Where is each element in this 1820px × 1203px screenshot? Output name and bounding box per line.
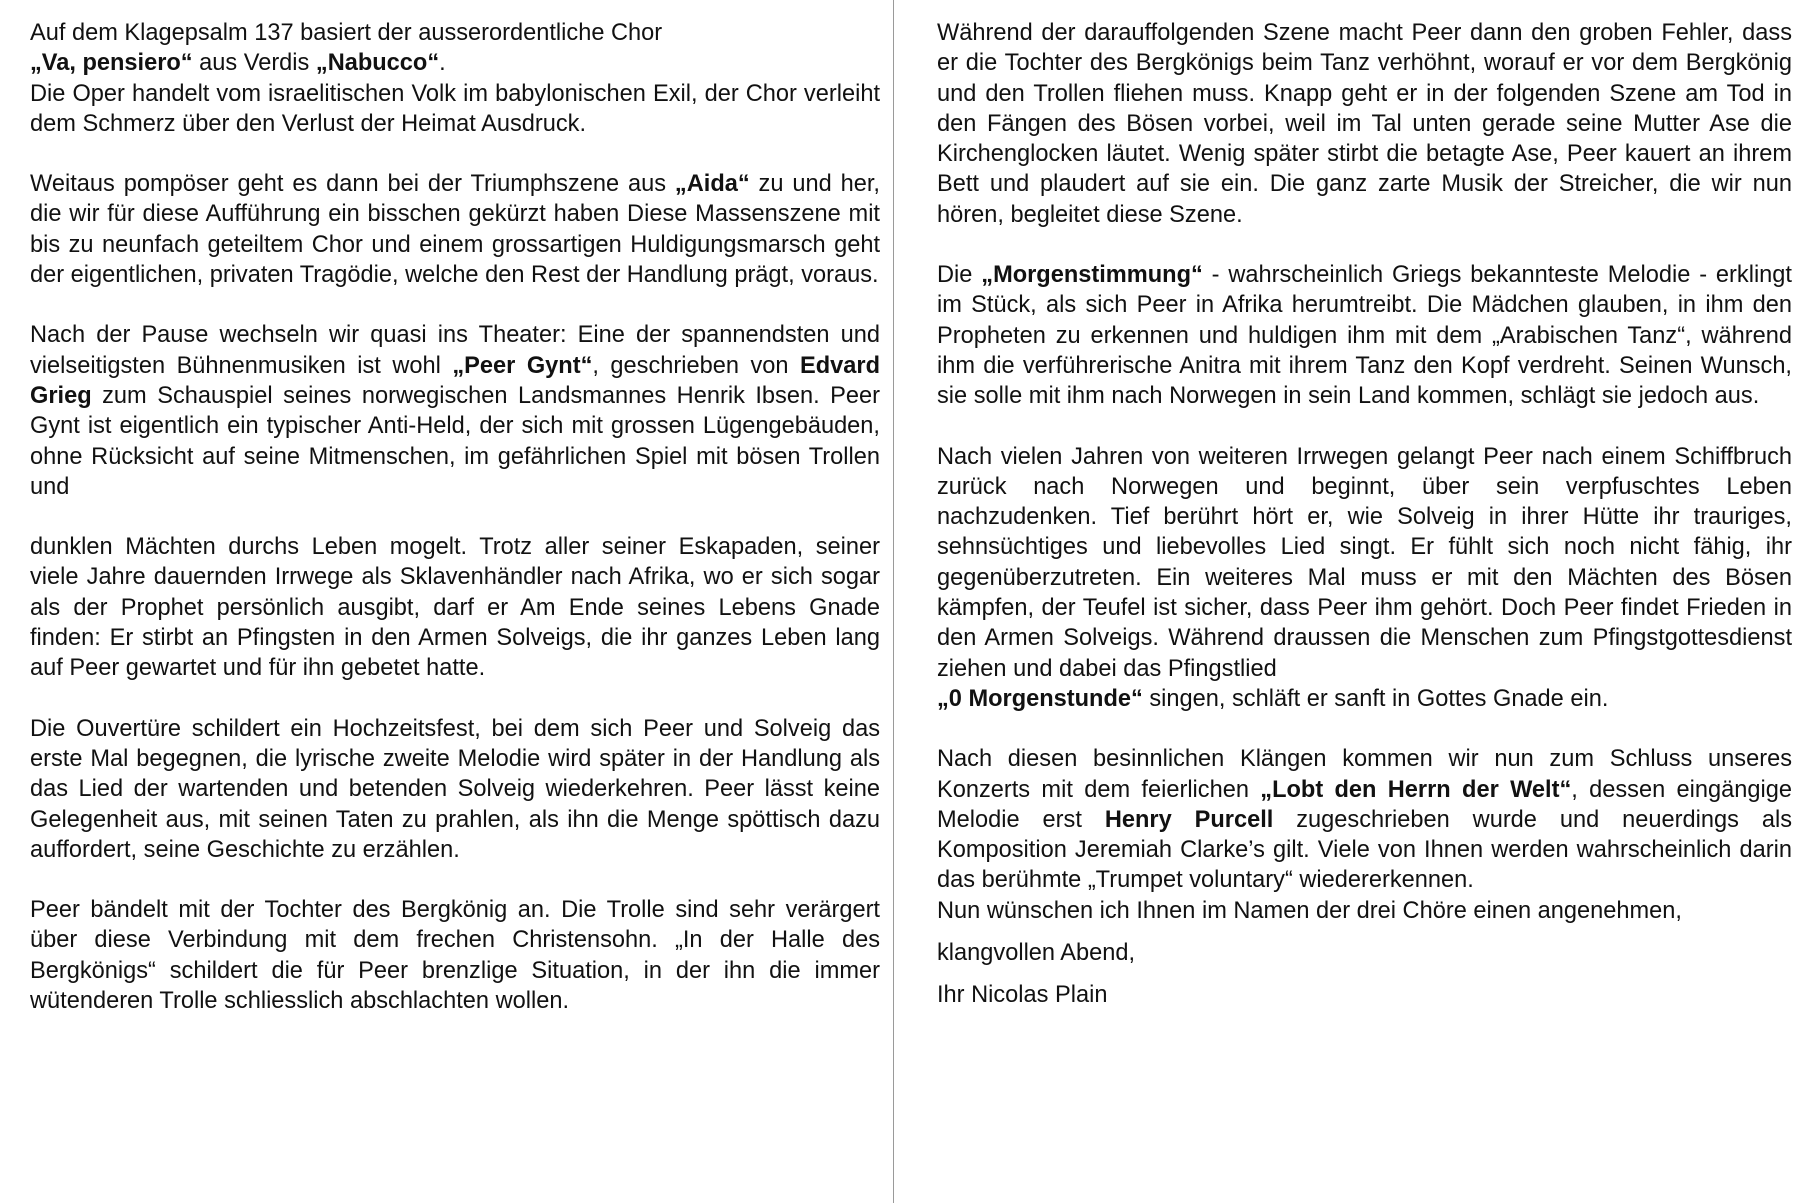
left-column bbox=[30, 18, 880, 1016]
text: Die bbox=[937, 262, 982, 289]
signature: Ihr Nicolas Plain bbox=[937, 982, 1108, 1009]
composer-name: Edvard Grieg bbox=[30, 352, 880, 409]
text: Nach diesen besinnlichen Klängen kommen wir nun zum Schluss unseres Konzerts mit dem feierlichen bbox=[937, 746, 1792, 803]
text: Weitaus pompöser geht es dann bei der Triumphszene aus bbox=[30, 171, 675, 198]
work-title: „Va, pensiero“ bbox=[30, 50, 193, 77]
text: , dessen eingängige Melodie erst bbox=[937, 776, 1792, 833]
text: zugeschrieben wurde und neuerdings als Komposition Jeremiah Clarke’s gilt. Viele von Ihnen werden wahrscheinlich darin das berühmte „Trumpet voluntary“ wiedererkennen. bbox=[937, 806, 1792, 894]
column-divider bbox=[893, 0, 894, 1203]
paragraph-peer-gynt bbox=[30, 320, 880, 502]
work-title: „Peer Gynt“ bbox=[452, 352, 593, 379]
paragraph-aida bbox=[30, 169, 880, 290]
text: aus Verdis bbox=[192, 50, 316, 77]
paragraph-return bbox=[937, 442, 1792, 715]
text: - wahrscheinlich Griegs bekannteste Melodie - erklingt im Stück, als sich Peer in Afrika herumtreibt. Die Mädchen glauben, in ihm den Propheten zu erkennen und huldigen ihm mit dem „Arabischen Tanz“, während ihm die verführerische Anitra mit ihrem Tanz den Kopf verdreht. Seinen Wunsch, sie solle mit ihm nach Norwegen in sein Land kommen, schlägt sie jedoch aus. bbox=[937, 262, 1792, 410]
paragraph-nabucco-description: Die Oper handelt vom israelitischen Volk im babylonischen Exil, der Chor verleiht dem Schmerz über den Verlust der Heimat Ausdruck. bbox=[30, 80, 880, 137]
right-column bbox=[937, 18, 1792, 1011]
work-title: „Lobt den Herrn der Welt“ bbox=[1260, 776, 1572, 803]
text: zu und her, die wir für diese Aufführung ein bisschen gekürzt haben Diese Massenszene mit bis zu neunfach geteiltem Chor und einem grossartigen Huldigungsmarsch geht der eigentlichen, privaten Tragödie, welche den Rest der Handlung prägt, voraus. bbox=[30, 171, 880, 289]
work-title: „Aida“ bbox=[674, 171, 750, 198]
text: , geschrieben von bbox=[592, 352, 800, 379]
text: Auf dem Klagepsalm 137 basiert der ausserordentliche Chor bbox=[30, 20, 663, 46]
work-title: „0 Morgenstunde“ bbox=[937, 685, 1143, 712]
text: . bbox=[439, 50, 446, 77]
paragraph-mountain-king: Peer bändelt mit der Tochter des Bergkönig an. Die Trolle sind sehr verärgert über diese Verbindung mit dem frechen Christensohn. „In der Halle des Bergkönigs“ schildert die für Peer brenzlige Situation, in der ihn die immer wütenderen Trolle schliesslich abschlachten wollen. bbox=[30, 897, 880, 1015]
paragraph-finale bbox=[937, 744, 1792, 895]
text: Nach der Pause wechseln wir quasi ins Theater: Eine der spannendsten und vielseitigsten Bühnenmusiken ist wohl bbox=[30, 322, 880, 379]
text: singen, schläft er sanft in Gottes Gnade ein. bbox=[1142, 685, 1609, 712]
paragraph-escapades: dunklen Mächten durchs Leben mogelt. Trotz aller seiner Eskapaden, seiner viele Jahre dauernden Irrwege als Sklavenhändler nach Afrika, wo er sich sogar als der Prophet persönlich ausgibt, darf er Am Ende seines Lebens Gnade finden: Er stirbt an Pfingsten in den Armen Solveigs, die ihr ganzes Leben lang auf Peer gewartet und für ihn gebetet hatte. bbox=[30, 534, 880, 682]
paragraph-nabucco bbox=[30, 18, 880, 79]
work-title: „Nabucco“ bbox=[315, 50, 440, 77]
text: zum Schauspiel seines norwegischen Landsmannes Henrik Ibsen. Peer Gynt ist eigentlich ein typischer Anti-Held, der sich mit grossen Lügengebäuden, ohne Rücksicht auf seine Mitmenschen, im gefährlichen Spiel mit bösen Trollen und bbox=[30, 382, 880, 500]
paragraph-morgenstimmung bbox=[937, 260, 1792, 411]
work-title: „Morgenstimmung“ bbox=[981, 262, 1203, 289]
closing-wish: Nun wünschen ich Ihnen im Namen der drei Chöre einen angenehmen, bbox=[937, 897, 1682, 924]
paragraph-ase: Während der darauffolgenden Szene macht Peer dann den groben Fehler, dass er die Tochter des Bergkönigs beim Tanz verhöhnt, worauf er vor dem Bergkönig und den Trollen fliehen muss. Knapp geht er in der folgenden Szene am Tod in den Fängen des Bösen vorbei, weil im Tal unten gerade seine Mutter Ase die Kirchenglocken läutet. Wenig später stirbt die betagte Ase, Peer kauert an ihrem Bett und plaudert auf sie ein. Die ganz zarte Musik der Streicher, die wir nun hören, begleitet diese Szene. bbox=[937, 20, 1792, 228]
paragraph-overture: Die Ouvertüre schildert ein Hochzeitsfest, bei dem sich Peer und Solveig das erste Mal begegnen, die lyrische zweite Melodie wird später in der Handlung als das Lied der wartenden und betenden Solveig wiederkehren. Peer lässt keine Gelegenheit aus, mit seinen Taten zu prahlen, als ihn die Menge spöttisch dazu auffordert, seine Geschichte zu erzählen. bbox=[30, 715, 880, 863]
composer-name: Henry Purcell bbox=[1104, 806, 1274, 833]
text: Nach vielen Jahren von weiteren Irrwegen gelangt Peer nach einem Schiffbruch zurück nach Norwegen und beginnt, über sein verpfuschtes Leben nachzudenken. Tief berührt hört er, wie Solveig in ihrer Hütte ihr trauriges, sehnsüchtiges und liebevolles Lied singt. Er fühlt sich noch nicht fähig, ihr gegenüberzutreten. Ein weiteres Mal muss er mit den Mächten des Bösen kämpfen, der Teufel ist sicher, dass Peer ihm gehört. Doch Peer findet Frieden in den Armen Solveigs. Während draussen die Menschen zum Pfingstgottesdienst ziehen und dabei das Pfingstlied bbox=[937, 443, 1792, 682]
closing-wish-end: klangvollen Abend, bbox=[937, 940, 1136, 967]
